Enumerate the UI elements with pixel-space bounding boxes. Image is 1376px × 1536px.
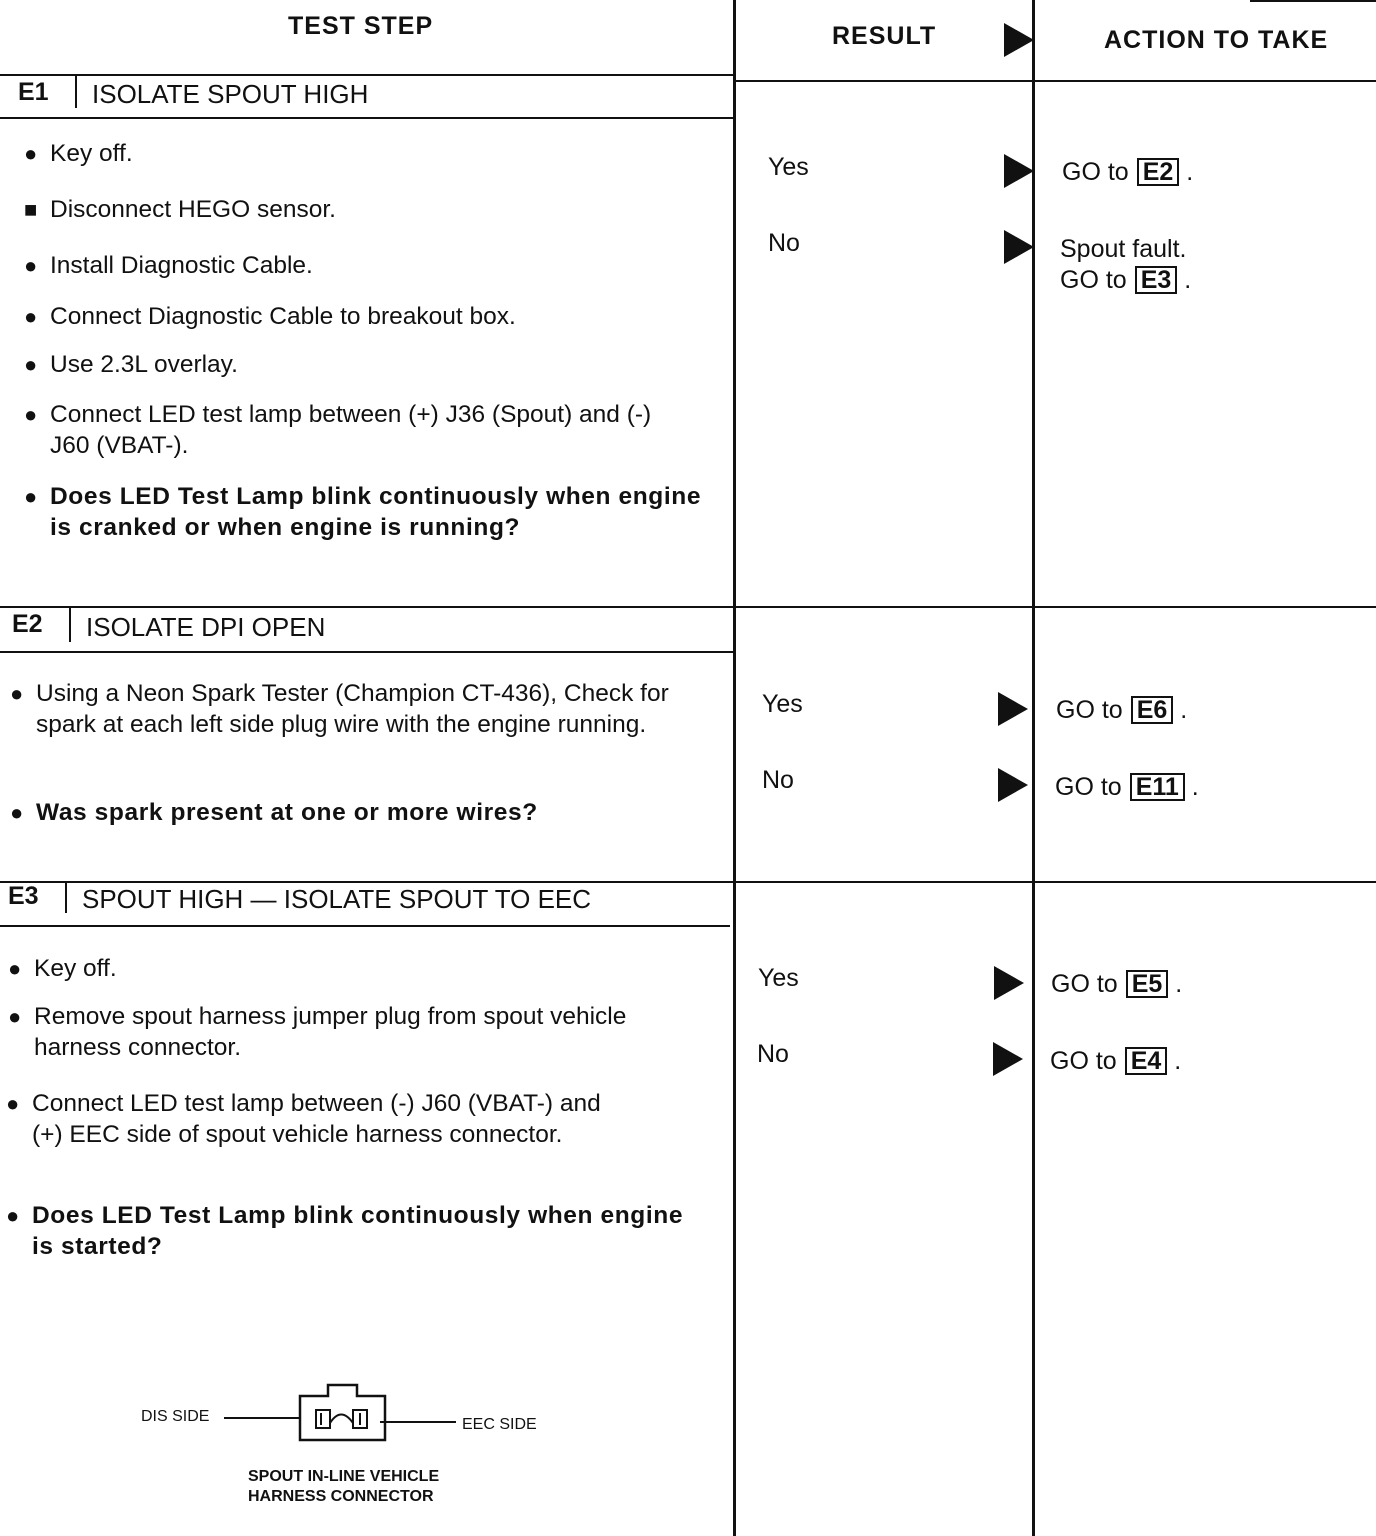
bullet-icon: ● bbox=[10, 681, 24, 706]
result-arrow-icon bbox=[1004, 230, 1034, 264]
step-item: ● Connect Diagnostic Cable to breakout box. bbox=[24, 303, 516, 330]
target-step-box: E3 bbox=[1135, 266, 1178, 294]
bullet-icon: ■ bbox=[24, 197, 38, 222]
result-arrow-icon bbox=[993, 1042, 1023, 1076]
bullet-icon: ● bbox=[8, 1004, 22, 1029]
section-title-e3: SPOUT HIGH — ISOLATE SPOUT TO EEC bbox=[82, 884, 592, 914]
section-title-rule bbox=[0, 651, 733, 653]
target-step-box: E2 bbox=[1137, 158, 1180, 186]
connector-icon bbox=[220, 1378, 460, 1448]
bullet-icon: ● bbox=[24, 352, 38, 377]
action-yes: GO to E6 . bbox=[1056, 696, 1188, 724]
target-step-box: E6 bbox=[1131, 696, 1174, 724]
section-divider bbox=[0, 881, 1376, 883]
section-title-rule bbox=[0, 117, 735, 119]
bullet-icon: ● bbox=[6, 1203, 20, 1228]
section-title-rule bbox=[0, 925, 730, 927]
step-item: ● Remove spout harness jumper plug from spout vehicle harness connector. bbox=[8, 1003, 627, 1061]
section-divider bbox=[0, 606, 1376, 608]
step-item: ■ Disconnect HEGO sensor. bbox=[24, 196, 336, 223]
step-item: ● Key off. bbox=[8, 955, 117, 982]
bullet-icon: ● bbox=[24, 141, 38, 166]
header-result: RESULT bbox=[832, 22, 937, 50]
target-step-box: E11 bbox=[1130, 773, 1185, 801]
step-question: ● Does LED Test Lamp blink continuously when engine is cranked or when engine is running? bbox=[24, 483, 702, 541]
action-no: GO to E11 . bbox=[1055, 773, 1199, 801]
header-rule-right bbox=[735, 80, 1376, 82]
result-yes: Yes bbox=[758, 964, 799, 992]
bullet-icon: ● bbox=[6, 1091, 20, 1116]
action-yes: GO to E2 . bbox=[1062, 158, 1194, 186]
eec-side-label: EEC SIDE bbox=[462, 1416, 537, 1433]
target-step-box: E5 bbox=[1126, 970, 1169, 998]
step-item: ● Connect LED test lamp between (+) J36 (Spout) and (-) J60 (VBAT-). bbox=[24, 401, 652, 459]
step-item: ● Connect LED test lamp between (-) J60 (VBAT-) and (+) EEC side of spout vehicle harness connector. bbox=[6, 1090, 601, 1148]
id-divider bbox=[75, 74, 77, 108]
target-step-box: E4 bbox=[1125, 1047, 1168, 1075]
result-arrow-icon bbox=[1004, 154, 1034, 188]
result-arrow-icon bbox=[998, 692, 1028, 726]
step-item: ● Key off. bbox=[24, 140, 133, 167]
step-item: ● Install Diagnostic Cable. bbox=[24, 252, 313, 279]
step-id-e2: E2 bbox=[12, 610, 43, 638]
bullet-icon: ● bbox=[8, 956, 22, 981]
result-yes: Yes bbox=[768, 153, 809, 181]
result-yes: Yes bbox=[762, 690, 803, 718]
step-item: ● Use 2.3L overlay. bbox=[24, 351, 238, 378]
id-divider bbox=[69, 606, 71, 642]
action-no: GO to E4 . bbox=[1050, 1047, 1182, 1075]
header-rule bbox=[0, 74, 735, 76]
section-title-e2: ISOLATE DPI OPEN bbox=[86, 612, 326, 642]
result-arrow-icon bbox=[998, 768, 1028, 802]
header-arrow-icon bbox=[1004, 23, 1034, 57]
step-question: ● Does LED Test Lamp blink continuously when engine is started? bbox=[6, 1202, 684, 1260]
connector-caption: SPOUT IN-LINE VEHICLE HARNESS CONNECTOR bbox=[248, 1468, 440, 1505]
bullet-icon: ● bbox=[24, 402, 38, 427]
step-question: ● Was spark present at one or more wires? bbox=[10, 799, 538, 826]
dis-side-label: DIS SIDE bbox=[141, 1408, 210, 1425]
result-no: No bbox=[757, 1040, 789, 1068]
section-title-e1: ISOLATE SPOUT HIGH bbox=[92, 79, 369, 109]
header-action: ACTION TO TAKE bbox=[1104, 26, 1329, 54]
bullet-icon: ● bbox=[24, 484, 38, 509]
result-no: No bbox=[768, 229, 800, 257]
id-divider bbox=[65, 881, 67, 913]
step-id-e3: E3 bbox=[8, 882, 39, 910]
step-id-e1: E1 bbox=[18, 78, 49, 106]
column-divider-left bbox=[733, 0, 736, 1536]
header-rule-top-right bbox=[1250, 0, 1376, 2]
header-test-step: TEST STEP bbox=[288, 12, 434, 40]
bullet-icon: ● bbox=[10, 800, 24, 825]
action-no: Spout fault. GO to E3 . bbox=[1060, 235, 1192, 294]
bullet-icon: ● bbox=[24, 304, 38, 329]
bullet-icon: ● bbox=[24, 253, 38, 278]
result-arrow-icon bbox=[994, 966, 1024, 1000]
step-item: ● Using a Neon Spark Tester (Champion CT-436), Check for spark at each left side plug wire with the engine running. bbox=[10, 680, 669, 738]
result-no: No bbox=[762, 766, 794, 794]
action-note: Spout fault. bbox=[1060, 235, 1187, 263]
action-yes: GO to E5 . bbox=[1051, 970, 1183, 998]
